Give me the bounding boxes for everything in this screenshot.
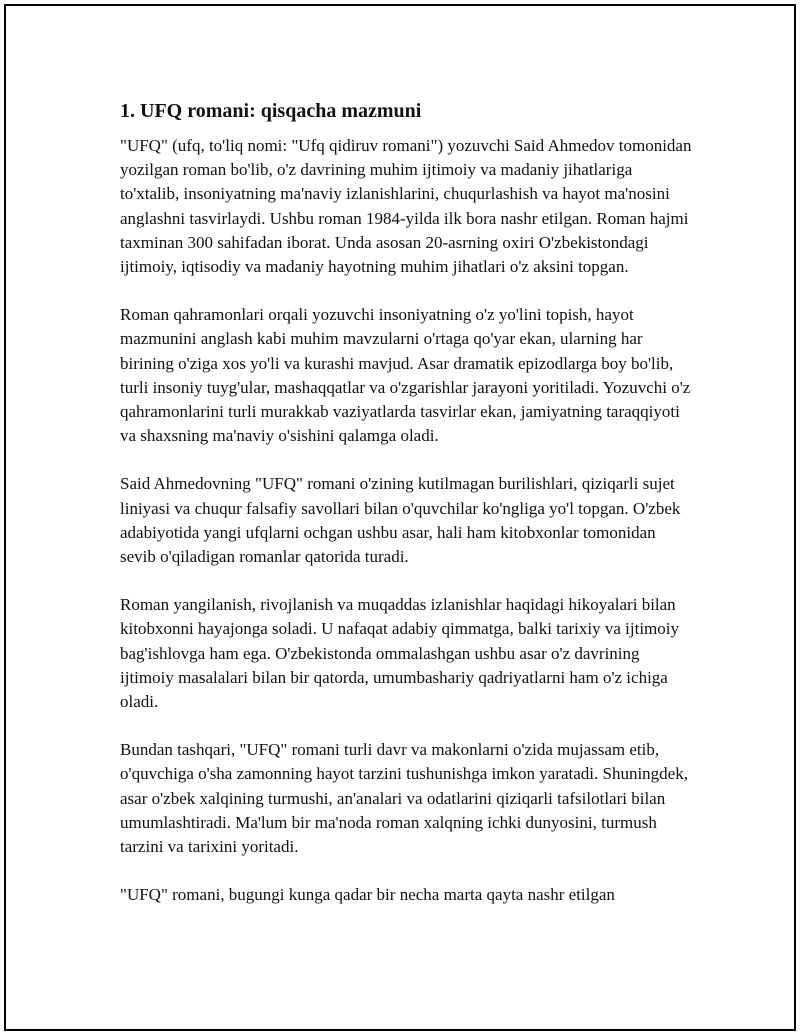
document-page — [4, 4, 796, 1031]
paragraph-4: Roman yangilanish, rivojlanish va muqaddas izlanishlar haqidagi hikoyalari bilan kitobxonni hayajonga soladi. U nafaqat adabiy qimmatga, balki tarixiy va ijtimoiy bag'ishlovga ham ega. O'zbekistonda ommalashgan ushbu asar o'z davrining ijtimoiy masalalari bilan bir qatorda, umumbashariy qadriyatlarni ham o'z ichiga oladi. — [120, 595, 679, 712]
paragraph-2: Roman qahramonlari orqali yozuvchi insoniyatning o'z yo'lini topish, hayot mazmunini anglash kabi muhim mavzularni o'rtaga qo'yar ekan, ularning har birining o'ziga xos yo'li va kurashi mavjud. Asar dramatik epizodlarga boy bo'lib, turli insoniy tuyg'ular, mashaqqatlar va o'zgarishlar jarayoni yoritiladi. Yozuvchi o'z qahramonlarini turli murakkab vaziyatlarda tasvirlar ekan, jamiyatning taraqqiyoti va shaxsning ma'naviy o'sishini qalamga oladi. — [120, 305, 691, 446]
paragraph-6: "UFQ" romani, bugungi kunga qadar bir necha marta qayta nashr etilgan — [120, 885, 615, 905]
document-body — [120, 98, 692, 931]
section-heading: 1. UFQ romani: qisqacha mazmuni — [120, 100, 422, 122]
paragraph-3: Said Ahmedovning "UFQ" romani o'zining kutilmagan burilishlari, qiziqarli sujet liniyasi va chuqur falsafiy savollari bilan o'quvchilar ko'ngliga yo'l topgan. O'zbek adabiyotida yangi ufqlarni ochgan ushbu asar, hali ham kitobxonlar tomonidan sevib o'qiladigan romanlar qatorida turadi. — [120, 474, 681, 567]
paragraph-5: Bundan tashqari, "UFQ" romani turli davr va makonlarni o'zida mujassam etib, o'quvchiga o'sha zamonning hayot tarzini tushunishga imkon yaratadi. Shuningdek, asar o'zbek xalqining turmushi, an'analari va odatlarini qiziqarli tafsilotlari bilan umumlashtiradi. Ma'lum bir ma'noda roman xalqning ichki dunyosini, turmush tarzini va tarixini yoritadi. — [120, 740, 688, 857]
paragraph-1: "UFQ" (ufq, to'liq nomi: "Ufq qidiruv romani") yozuvchi Said Ahmedov tomonidan yozilgan roman bo'lib, o'z davrining muhim ijtimoiy va madaniy jihatlariga to'xtalib, insoniyatning ma'naviy izlanishlarini, chuqurlashish va hayot ma'nosini anglashni tasvirlaydi. Ushbu roman 1984-yilda ilk bora nashr etilgan. Roman hajmi taxminan 300 sahifadan iborat. Unda asosan 20-asrning oxiri O'zbekistondagi ijtimoiy, iqtisodiy va madaniy hayotning muhim jihatlari o'z aksini topgan. — [120, 136, 692, 277]
